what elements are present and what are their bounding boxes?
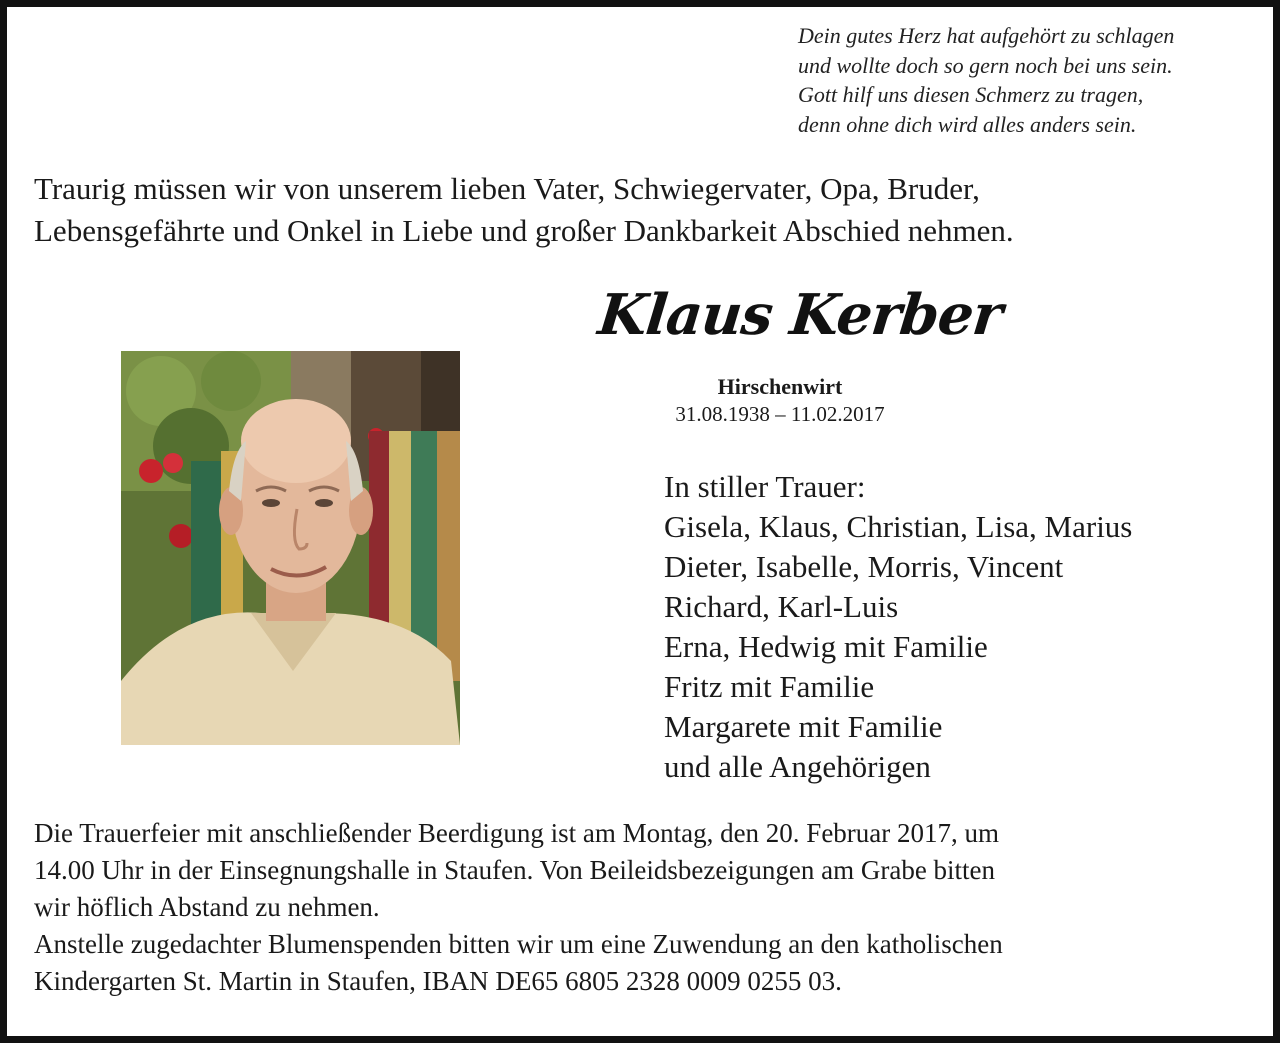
poem-line: und wollte doch so gern noch bei uns sein. — [798, 52, 1173, 78]
funeral-notice — [34, 815, 1254, 1000]
closing-line: Anstelle zugedachter Blumenspenden bitten wir um eine Zuwendung an den katholischen — [34, 929, 1003, 959]
mourners-line: und alle Angehörigen — [664, 749, 931, 784]
intro-text — [34, 168, 1234, 252]
portrait-photo — [121, 351, 460, 745]
mourners-line: Gisela, Klaus, Christian, Lisa, Marius — [664, 509, 1133, 544]
memorial-poem — [798, 21, 1258, 139]
deceased-name: Klaus Kerber — [595, 282, 1005, 348]
mourners-list — [664, 467, 1244, 787]
mourners-line: Dieter, Isabelle, Morris, Vincent — [664, 549, 1064, 584]
mourners-line: Richard, Karl-Luis — [664, 589, 899, 624]
closing-line: wir höflich Abstand zu nehmen. — [34, 892, 380, 922]
poem-line: denn ohne dich wird alles anders sein. — [798, 111, 1137, 137]
closing-line: Kindergarten St. Martin in Staufen, IBAN DE65 6805 2328 0009 0255 03. — [34, 966, 842, 996]
mourners-line: In stiller Trauer: — [664, 469, 866, 504]
deceased-title: Hirschenwirt — [717, 374, 843, 399]
closing-line: Die Trauerfeier mit anschließender Beerdigung ist am Montag, den 20. Februar 2017, um — [34, 818, 1000, 848]
poem-line: Dein gutes Herz hat aufgehört zu schlagen — [798, 23, 1175, 48]
mourners-line: Erna, Hedwig mit Familie — [664, 629, 988, 664]
closing-line: 14.00 Uhr in der Einsegnungshalle in Staufen. Von Beileidsbezeigungen am Grabe bitten — [34, 855, 996, 885]
poem-line: Gott hilf uns diesen Schmerz zu tragen, — [798, 82, 1144, 107]
life-dates: 31.08.1938 – 11.02.2017 — [675, 402, 885, 426]
intro-line: Traurig müssen wir von unserem lieben Vater, Schwiegervater, Opa, Bruder, — [34, 171, 980, 206]
mourners-line: Margarete mit Familie — [664, 709, 943, 744]
intro-line: Lebensgefährte und Onkel in Liebe und großer Dankbarkeit Abschied nehmen. — [34, 213, 1014, 248]
mourners-line: Fritz mit Familie — [664, 669, 875, 704]
